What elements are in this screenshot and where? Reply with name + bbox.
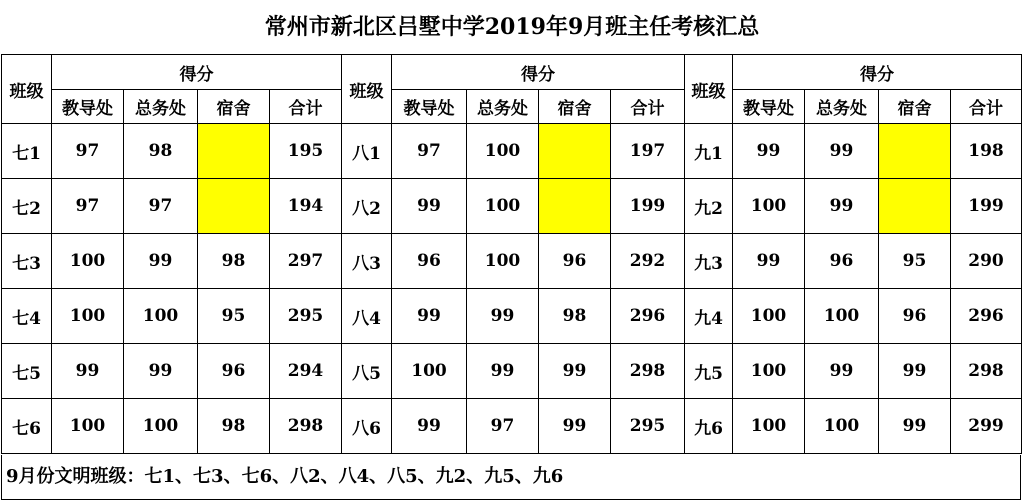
total-header: 合计 xyxy=(611,90,685,124)
dormitory-score xyxy=(879,124,951,179)
total-score: 296 xyxy=(611,289,685,344)
total-score: 294 xyxy=(270,344,342,399)
class-name-cell: 七5 xyxy=(2,344,52,399)
score-header: 得分 xyxy=(733,55,1022,90)
total-score: 298 xyxy=(611,344,685,399)
dormitory-score: 98 xyxy=(539,289,611,344)
teaching-office-score: 97 xyxy=(52,179,124,234)
general-affairs-score: 99 xyxy=(467,344,539,399)
header-row xyxy=(2,55,1022,90)
general-affairs-score: 99 xyxy=(467,289,539,344)
table-row xyxy=(2,124,1022,179)
dormitory-score: 96 xyxy=(539,234,611,289)
page-title: 常州市新北区吕墅中学2019年9月班主任考核汇总 xyxy=(264,14,760,40)
teaching-office-score: 100 xyxy=(392,344,467,399)
dormitory-header: 宿舍 xyxy=(539,90,611,124)
general-affairs-score: 100 xyxy=(467,179,539,234)
class-name-cell: 八4 xyxy=(342,289,392,344)
dormitory-score xyxy=(198,179,270,234)
dormitory-score: 99 xyxy=(539,344,611,399)
score-table xyxy=(1,54,1022,454)
general-affairs-score: 99 xyxy=(805,344,879,399)
dormitory-score: 98 xyxy=(198,399,270,454)
teaching-office-header: 教导处 xyxy=(733,90,805,124)
dormitory-header: 宿舍 xyxy=(198,90,270,124)
class-name-cell: 九4 xyxy=(685,289,733,344)
total-score: 298 xyxy=(270,399,342,454)
general-affairs-score: 99 xyxy=(805,179,879,234)
total-header: 合计 xyxy=(951,90,1022,124)
class-name-cell: 七4 xyxy=(2,289,52,344)
dormitory-score: 99 xyxy=(879,344,951,399)
teaching-office-score: 99 xyxy=(392,399,467,454)
dormitory-score: 99 xyxy=(879,399,951,454)
general-affairs-header: 总务处 xyxy=(467,90,539,124)
general-affairs-score: 100 xyxy=(124,289,198,344)
general-affairs-score: 97 xyxy=(467,399,539,454)
teaching-office-score: 96 xyxy=(392,234,467,289)
teaching-office-score: 100 xyxy=(52,289,124,344)
dormitory-score xyxy=(539,124,611,179)
total-score: 295 xyxy=(270,289,342,344)
general-affairs-score: 96 xyxy=(805,234,879,289)
teaching-office-score: 100 xyxy=(52,234,124,289)
teaching-office-score: 100 xyxy=(733,179,805,234)
total-score: 199 xyxy=(611,179,685,234)
dormitory-score: 96 xyxy=(879,289,951,344)
total-score: 195 xyxy=(270,124,342,179)
dormitory-header: 宿舍 xyxy=(879,90,951,124)
general-affairs-score: 100 xyxy=(124,399,198,454)
teaching-office-score: 100 xyxy=(733,289,805,344)
civilized-classes-note: 9月份文明班级：七1、七3、七6、八2、八4、八5、九2、九5、九6 xyxy=(1,455,1021,500)
total-score: 198 xyxy=(951,124,1022,179)
total-score: 197 xyxy=(611,124,685,179)
general-affairs-score: 97 xyxy=(124,179,198,234)
class-name-cell: 七6 xyxy=(2,399,52,454)
total-score: 199 xyxy=(951,179,1022,234)
dormitory-score xyxy=(879,179,951,234)
total-header: 合计 xyxy=(270,90,342,124)
dormitory-score: 99 xyxy=(539,399,611,454)
teaching-office-score: 100 xyxy=(52,399,124,454)
class-name-cell: 九2 xyxy=(685,179,733,234)
teaching-office-header: 教导处 xyxy=(392,90,467,124)
teaching-office-score: 99 xyxy=(733,124,805,179)
teaching-office-score: 97 xyxy=(52,124,124,179)
general-affairs-header: 总务处 xyxy=(124,90,198,124)
class-name-cell: 九5 xyxy=(685,344,733,399)
table-row xyxy=(2,344,1022,399)
class-header: 班级 xyxy=(2,55,52,124)
general-affairs-score: 100 xyxy=(805,399,879,454)
dormitory-score xyxy=(539,179,611,234)
table-body xyxy=(2,55,1022,454)
total-score: 292 xyxy=(611,234,685,289)
class-name-cell: 九3 xyxy=(685,234,733,289)
dormitory-score xyxy=(198,124,270,179)
dormitory-score: 95 xyxy=(198,289,270,344)
score-header: 得分 xyxy=(52,55,342,90)
class-name-cell: 九1 xyxy=(685,124,733,179)
table-row xyxy=(2,179,1022,234)
table-row xyxy=(2,399,1022,454)
class-header: 班级 xyxy=(685,55,733,124)
class-name-cell: 八3 xyxy=(342,234,392,289)
general-affairs-score: 98 xyxy=(124,124,198,179)
total-score: 194 xyxy=(270,179,342,234)
total-score: 296 xyxy=(951,289,1022,344)
table-row xyxy=(2,289,1022,344)
dormitory-score: 96 xyxy=(198,344,270,399)
dormitory-score: 98 xyxy=(198,234,270,289)
teaching-office-score: 99 xyxy=(392,179,467,234)
general-affairs-score: 100 xyxy=(805,289,879,344)
general-affairs-score: 99 xyxy=(124,344,198,399)
teaching-office-score: 99 xyxy=(392,289,467,344)
general-affairs-score: 99 xyxy=(805,124,879,179)
class-header: 班级 xyxy=(342,55,392,124)
table-row xyxy=(2,234,1022,289)
class-name-cell: 九6 xyxy=(685,399,733,454)
class-name-cell: 七1 xyxy=(2,124,52,179)
teaching-office-score: 97 xyxy=(392,124,467,179)
teaching-office-score: 100 xyxy=(733,399,805,454)
class-name-cell: 七2 xyxy=(2,179,52,234)
teaching-office-score: 100 xyxy=(733,344,805,399)
dormitory-score: 95 xyxy=(879,234,951,289)
teaching-office-score: 99 xyxy=(52,344,124,399)
general-affairs-score: 100 xyxy=(467,124,539,179)
total-score: 290 xyxy=(951,234,1022,289)
general-affairs-score: 100 xyxy=(467,234,539,289)
score-header: 得分 xyxy=(392,55,685,90)
total-score: 299 xyxy=(951,399,1022,454)
total-score: 298 xyxy=(951,344,1022,399)
subheader-row xyxy=(2,90,1022,124)
class-name-cell: 八5 xyxy=(342,344,392,399)
class-name-cell: 七3 xyxy=(2,234,52,289)
class-name-cell: 八1 xyxy=(342,124,392,179)
class-name-cell: 八2 xyxy=(342,179,392,234)
class-name-cell: 八6 xyxy=(342,399,392,454)
teaching-office-header: 教导处 xyxy=(52,90,124,124)
teaching-office-score: 99 xyxy=(733,234,805,289)
total-score: 295 xyxy=(611,399,685,454)
general-affairs-score: 99 xyxy=(124,234,198,289)
general-affairs-header: 总务处 xyxy=(805,90,879,124)
total-score: 297 xyxy=(270,234,342,289)
